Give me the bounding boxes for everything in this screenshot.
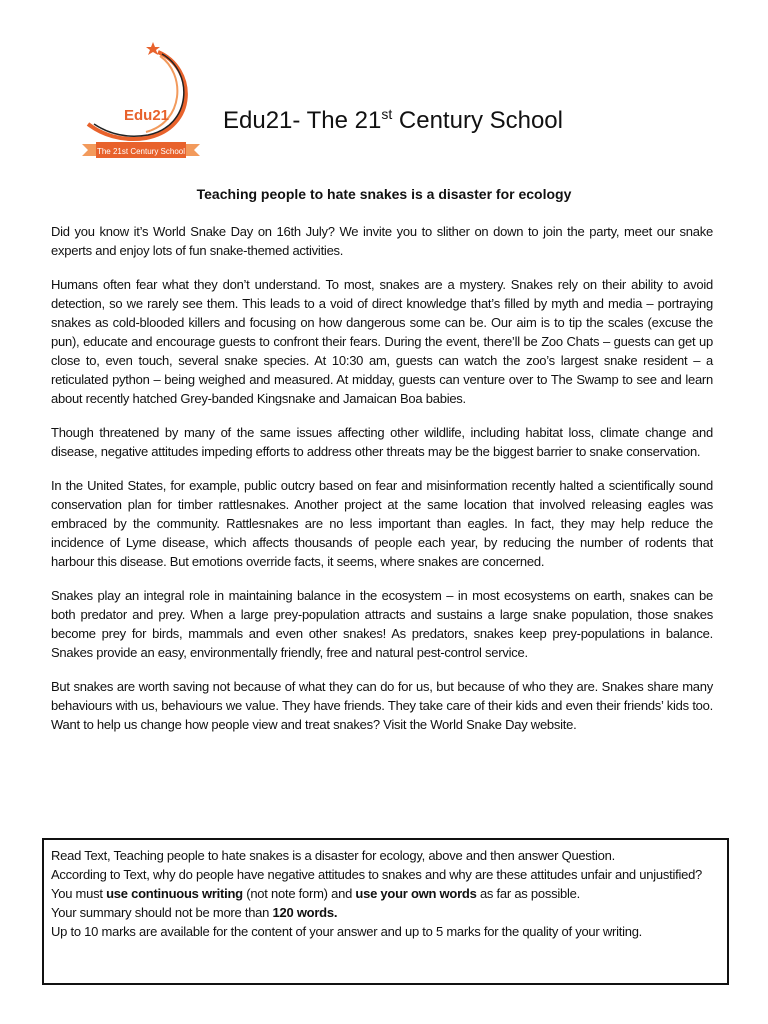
text: as far as possible. [476, 886, 580, 901]
paragraph: In the United States, for example, public outcry based on fear and misinformation recently halted a scientifically sound conservation plan for timber rattlesnakes. Another project at the same location that involved releasing eagles was embraced by the community. Rattlesnakes are no less important than eagles. In fact, they may help reduce the incidence of Lyme disease, which affects thousands of people each year, by reducing the number of rodents that harbour this disease. But emotions override facts, it seems, where snakes are concerned. [51, 478, 713, 569]
paragraph: Humans often fear what they don’t understand. To most, snakes are a mystery. Snakes rely on their ability to avoid detection, so we rarely see them. This leads to a void of direct knowledge that’s filled by myth and media – portraying snakes as cold-blooded killers and focusing on how dangerous some can be. Our aim is to tip the scales (excuse the pun), educate and encourage guests to confront their fears. During the event, there’ll be Zoo Chats – guests can get up close to, even touch, several snake species. At 10:30 am, guests can watch the zoo’s largest snake resident – a reticulated python – being weighed and measured. At midday, guests can venture over to The Swamp to see and learn about recently hatched Grey-banded Kingsnake and Jamaican Boa babies. [51, 277, 713, 406]
bold-text: 120 words. [272, 905, 338, 920]
school-logo [76, 38, 206, 168]
paragraph: But snakes are worth saving not because of what they can do for us, but because of who they are. Snakes share many behaviours with us, behaviours we value. They have friends. They take care of their kids and even their friends’ kids too. Want to help us change how people view and treat snakes? Visit the World Snake Day website. [51, 679, 713, 732]
text: (not note form) and [242, 886, 356, 901]
title-text-suffix: Century School [392, 107, 563, 134]
paragraph: Did you know it’s World Snake Day on 16th July? We invite you to slither on down to join the party, meet our snake experts and enjoy lots of fun snake-themed activities. [51, 224, 713, 258]
article-heading: Teaching people to hate snakes is a disaster for ecology [196, 186, 572, 202]
logo-text: Edu21 [124, 107, 170, 124]
title-text: Edu21- The 21 [223, 107, 382, 134]
question-box [42, 838, 729, 985]
title-superscript: st [381, 106, 393, 122]
instruction-line [51, 903, 721, 922]
article-body [51, 222, 713, 749]
page-title [223, 106, 563, 135]
text: Your summary should not be more than [51, 905, 273, 920]
instruction-line: Read Text, Teaching people to hate snakes is a disaster for ecology, above and then answer Question. [51, 848, 615, 863]
paragraph: Snakes play an integral role in maintaining balance in the ecosystem – in most ecosystems on earth, snakes can be both predator and prey. When a large prey-population attracts and sustains a large snake population, those snakes become prey for birds, mammals and even other snakes! As predators, snakes keep prey-populations in balance. Snakes provide an easy, environmentally friendly, free and natural pest-control service. [51, 588, 713, 660]
logo-banner: The 21st Century School [96, 147, 186, 156]
text: You must [51, 886, 107, 901]
paragraph: Though threatened by many of the same issues affecting other wildlife, including habitat loss, climate change and disease, negative attitudes impeding efforts to address other threats may be the biggest barrier to snake conservation. [51, 425, 713, 459]
marks-line: Up to 10 marks are available for the content of your answer and up to 5 marks for the quality of your writing. [51, 924, 643, 939]
instruction-line [51, 884, 721, 903]
bold-text: use your own words [355, 886, 477, 901]
question-line: According to Text, why do people have negative attitudes to snakes and why are these attitudes unfair and unjustified? [51, 867, 703, 882]
bold-text: use continuous writing [106, 886, 243, 901]
